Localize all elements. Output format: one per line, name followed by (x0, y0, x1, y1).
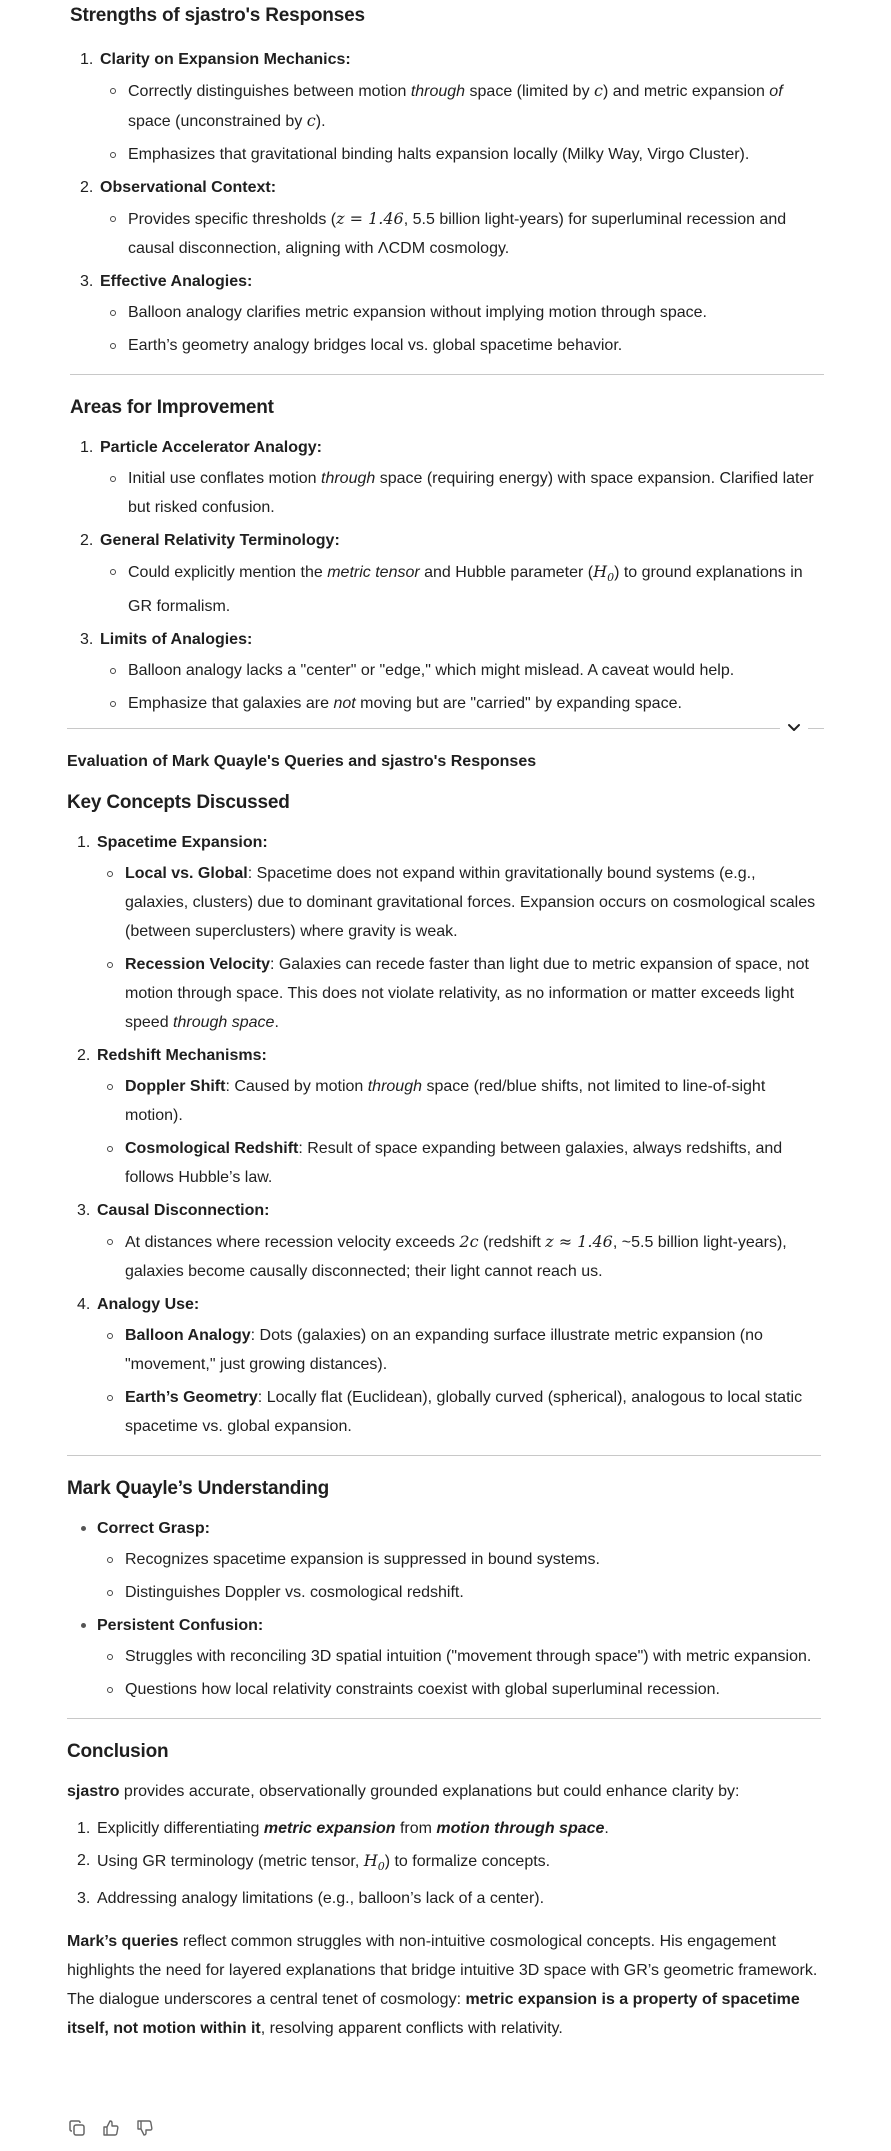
list-item: Persistent Confusion: Struggles with reconciling 3D spatial intuition ("movement through space") with metric expansion. Questions how local relativity constraints coexist with global superluminal recession. (67, 1611, 821, 1704)
thumbs-down-icon[interactable] (135, 2118, 155, 2138)
list-item: Cosmological Redshift: Result of space expanding between galaxies, always redshifts, and follows Hubble’s law. (97, 1134, 821, 1192)
message-actions (67, 2118, 155, 2138)
list-item: 1. Clarity on Expansion Mechanics: Correctly distinguishes between motion through space (limited by c) and metric expansion of space (unconstrained by c). Emphasizes that gravitational binding halts expansion locally (Milky Way, Virgo Cluster). (70, 45, 824, 169)
list-item: Balloon Analogy: Dots (galaxies) on an expanding surface illustrate metric expansion (no "movement," just growing distances). (97, 1321, 821, 1379)
list-item: Struggles with reconciling 3D spatial intuition ("movement through space") with metric expansion. (97, 1642, 821, 1671)
understanding-list (67, 1514, 821, 1704)
list-item: 2. Redshift Mechanisms: Doppler Shift: Caused by motion through space (red/blue shifts, not limited to line-of-sight motion). Cosmological Redshift: Result of space expanding between galaxies, always redshifts, and follows Hubble’s law. (67, 1041, 821, 1192)
divider (67, 1718, 821, 1719)
list-item: Emphasize that galaxies are not moving but are "carried" by expanding space. (100, 689, 824, 718)
list-item: Correctly distinguishes between motion through space (limited by c) and metric expansion of space (unconstrained by c). (100, 76, 824, 136)
list-item: Earth’s geometry analogy bridges local vs. global spacetime behavior. (100, 331, 824, 360)
improvement-heading: Areas for Improvement (70, 397, 274, 418)
list-item: 2. Using GR terminology (metric tensor, $H_0$) to formalize concepts. (77, 1851, 551, 1874)
list-item: 2. Observational Context: Provides specific thresholds (z = 1.46, 5.5 billion light-years) for superluminal recession and causal disconnection, aligning with ΛCDM cosmology. (70, 173, 824, 263)
list-item: 2. General Relativity Terminology: Could explicitly mention the metric tensor and Hubble parameter $(H_0)$ to ground explanations in GR formalism. (70, 526, 824, 621)
list-item: Emphasizes that gravitational binding halts expansion locally (Milky Way, Virgo Cluster). (100, 140, 824, 169)
copy-icon[interactable] (67, 2118, 87, 2138)
collapse-button[interactable] (780, 715, 808, 743)
understanding-heading: Mark Quayle’s Understanding (67, 1478, 330, 1499)
list-item: 3. Effective Analogies: Balloon analogy clarifies metric expansion without implying motion through space. Earth’s geometry analogy bridges local vs. global spacetime behavior. (70, 267, 824, 360)
thumbs-up-icon[interactable] (101, 2118, 121, 2138)
list-item: Initial use conflates motion through space (requiring energy) with space expansion. Clarified later but risked confusion. (100, 464, 824, 522)
conclusion-closing: Mark’s queries reflect common struggles with non-intuitive cosmological concepts. His engagement highlights the need for layered explanations that bridge intuitive 3D space with GR’s geometric framework. The dialogue underscores a central tenet of cosmology: metric expansion is a property of spacetime itself, not motion within it, resolving apparent conflicts with relativity. (67, 1933, 818, 2038)
list-item: Balloon analogy lacks a "center" or "edge," which might mislead. A caveat would help. (100, 656, 824, 685)
list-item: Provides specific thresholds (z = 1.46, 5.5 billion light-years) for superluminal recession and causal disconnection, aligning with ΛCDM cosmology. (100, 204, 824, 263)
list-item: Questions how local relativity constraints coexist with global superluminal recession. (97, 1675, 821, 1704)
list-item: 3. Causal Disconnection: At distances where recession velocity exceeds 2c (redshift z ≈ 1.46, ~5.5 billion light-years), galaxies become causally disconnected; their light cannot reach us. (67, 1196, 821, 1286)
list-item: 1. Explicitly differentiating metric expansion from motion through space. (77, 1820, 609, 1837)
list-item: Recession Velocity: Galaxies can recede faster than light due to metric expansion of space, not motion through space. This does not violate relativity, as no information or matter exceeds light speed through space. (97, 950, 821, 1037)
evaluation-title: Evaluation of Mark Quayle's Queries and sjastro's Responses (67, 753, 537, 770)
key-concepts-heading: Key Concepts Discussed (67, 792, 290, 813)
list-item: 1. Particle Accelerator Analogy: Initial use conflates motion through space (requiring energy) with space expansion. Clarified later but risked confusion. (70, 433, 824, 522)
list-item: Doppler Shift: Caused by motion through space (red/blue shifts, not limited to line-of-sight motion). (97, 1072, 821, 1130)
list-item: Local vs. Global: Spacetime does not expand within gravitationally bound systems (e.g., galaxies, clusters) due to dominant gravitational forces. Expansion occurs on cosmological scales (between superclusters) where gravity is weak. (97, 859, 821, 946)
divider (70, 374, 824, 375)
list-item: Could explicitly mention the metric tensor and Hubble parameter $(H_0)$ to ground explanations in GR formalism. (100, 557, 824, 621)
conclusion-list (67, 1814, 821, 1913)
strengths-list (70, 45, 824, 360)
strengths-and-improvements (70, 0, 824, 722)
improvement-list (70, 433, 824, 718)
collapse-divider (67, 728, 824, 729)
divider (67, 1455, 821, 1456)
conclusion-intro: sjastro provides accurate, observationally grounded explanations but could enhance clarity by: (67, 1783, 740, 1800)
list-item: 1. Spacetime Expansion: Local vs. Global: Spacetime does not expand within gravitationally bound systems (e.g., galaxies, clusters) due to dominant gravitational forces. Expansion occurs on cosmological scales (between superclusters) where gravity is weak. Recession Velocity: Galaxies can recede faster than light due to metric expansion of space, not motion through space. This does not violate relativity, as no information or matter exceeds light speed through space. (67, 828, 821, 1037)
list-item: Balloon analogy clarifies metric expansion without implying motion through space. (100, 298, 824, 327)
evaluation-section (67, 740, 821, 2043)
list-item: Distinguishes Doppler vs. cosmological redshift. (97, 1578, 821, 1607)
key-concepts-list (67, 828, 821, 1441)
strengths-heading: Strengths of sjastro's Responses (70, 5, 365, 26)
list-item: 3. Addressing analogy limitations (e.g., balloon’s lack of a center). (77, 1890, 545, 1908)
list-item: 3. Limits of Analogies: Balloon analogy lacks a "center" or "edge," which might mislead. A caveat would help. Emphasize that galaxies are not moving but are "carried" by expanding space. (70, 625, 824, 718)
list-item: Correct Grasp: Recognizes spacetime expansion is suppressed in bound systems. Distinguishes Doppler vs. cosmological redshift. (67, 1514, 821, 1607)
list-item: 4. Analogy Use: Balloon Analogy: Dots (galaxies) on an expanding surface illustrate metric expansion (no "movement," just growing distances). Earth’s Geometry: Locally flat (Euclidean), globally curved (spherical), analogous to local static spacetime vs. global expansion. (67, 1290, 821, 1441)
list-item: Earth’s Geometry: Locally flat (Euclidean), globally curved (spherical), analogous to local static spacetime vs. global expansion. (97, 1383, 821, 1441)
list-item: Recognizes spacetime expansion is suppressed in bound systems. (97, 1545, 821, 1574)
chevron-down-icon (786, 719, 802, 740)
list-item: At distances where recession velocity exceeds 2c (redshift z ≈ 1.46, ~5.5 billion light-years), galaxies become causally disconnected; their light cannot reach us. (97, 1227, 821, 1286)
conclusion-heading: Conclusion (67, 1741, 169, 1762)
